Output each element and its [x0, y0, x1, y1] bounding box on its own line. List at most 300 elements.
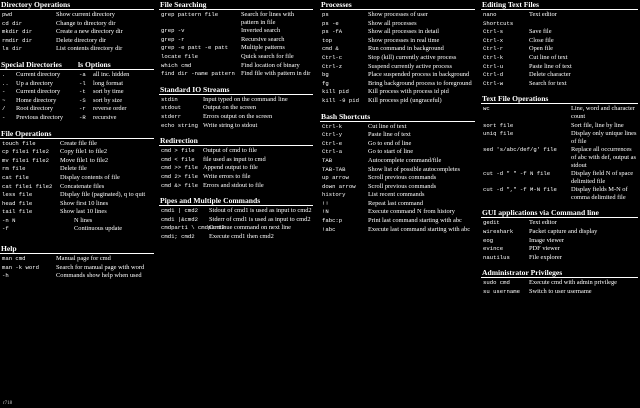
command-description: Go to end of line [368, 139, 412, 147]
command-description: Search for manual page with word [56, 263, 145, 271]
section-text-file-operations [481, 94, 638, 202]
command-description: Save file [529, 28, 552, 36]
command-description: PDF viewer [529, 245, 560, 253]
command-text: cmd &> file [161, 181, 198, 189]
command-description: Continuous update [74, 225, 123, 233]
command-row [77, 97, 154, 106]
command-description: Previous directory [16, 113, 64, 121]
command-description: Show last 10 lines [60, 208, 107, 216]
admin-list [481, 279, 638, 296]
command-text: fabc:p [322, 217, 343, 225]
command-description: Write errors to file [203, 172, 251, 180]
command-text: Ctrl-e [322, 139, 343, 147]
std-io-list [159, 96, 313, 130]
command-text: / [2, 105, 6, 113]
command-description: Create a new directory dir [56, 28, 123, 36]
command-description: Search for lines with pattern in file [241, 11, 295, 26]
command-description: Change to directory dir [56, 19, 116, 27]
command-row [0, 88, 77, 97]
command-description: Scroll previous commands [368, 182, 437, 190]
command-text: down arrow [322, 182, 356, 190]
section-title: Standard IO Streams [159, 85, 313, 95]
command-description: Text editor [529, 219, 557, 227]
command-row [0, 264, 154, 273]
command-description: Bring background process to foreground [368, 79, 472, 87]
command-text: !N [322, 208, 329, 216]
command-row [320, 63, 475, 72]
command-row [481, 170, 638, 186]
command-description: Print last command starting with abc [368, 217, 462, 225]
command-text: uniq file [483, 130, 514, 138]
command-text: cmdpart1 \ cmdpart2 [161, 224, 225, 232]
command-text: Ctrl-x [483, 36, 504, 44]
command-row [0, 11, 154, 20]
command-text: mkdir dir [2, 28, 33, 36]
command-description: Find file with pattern in dir [241, 70, 311, 78]
command-row [0, 45, 154, 54]
command-text: -f [2, 225, 9, 233]
command-description: Show processes of user [368, 11, 428, 18]
command-row [481, 146, 638, 170]
command-description: Kill process pid (ungraceful) [368, 96, 442, 104]
section-admin-privileges [481, 268, 638, 296]
command-row [320, 140, 475, 149]
command-text: rmdir dir [2, 36, 33, 44]
command-description: Output of cmd to file [203, 147, 257, 155]
section-ls-options [77, 60, 154, 123]
command-row [77, 105, 154, 114]
command-text: -n N [2, 216, 16, 224]
command-row [481, 288, 638, 297]
command-row [320, 28, 475, 37]
command-row [159, 224, 313, 233]
section-special-directories [0, 60, 77, 123]
command-description: Output on the screen [203, 104, 257, 112]
command-description: Close file [529, 36, 554, 44]
command-description: Input typed on the command line [203, 95, 288, 103]
command-row [0, 71, 77, 80]
command-text: Ctrl-z [322, 62, 343, 70]
command-description: Text editor [529, 11, 557, 18]
section-title: Text File Operations [481, 94, 638, 104]
command-row [481, 54, 638, 63]
command-text: up arrow [322, 174, 349, 182]
command-description: Append output to file [203, 164, 258, 172]
command-text: -R [79, 113, 86, 121]
command-row [481, 219, 638, 228]
command-description: Errors and stdout to file [203, 181, 264, 189]
command-description: Open file [529, 45, 553, 53]
command-text: cmd1; cmd2 [161, 232, 195, 240]
command-text: Ctrl-u [483, 62, 504, 70]
command-row [320, 183, 475, 192]
command-text: -l [79, 79, 86, 87]
command-row [0, 183, 154, 192]
command-text: -a [79, 70, 86, 78]
column-1 [0, 0, 154, 281]
command-description: List contents directory dir [56, 45, 123, 53]
command-description: Show all processes in detail [368, 28, 439, 36]
section-redirection [159, 136, 313, 190]
command-row [481, 228, 638, 237]
command-row [0, 37, 154, 46]
command-text: - [2, 113, 6, 121]
command-row [0, 114, 77, 123]
command-text: .. [2, 79, 9, 87]
command-description: Sort file, line by line [571, 121, 624, 129]
command-description: reverse order [93, 105, 127, 113]
command-text: wireshark [483, 228, 514, 236]
command-description: Line, word and character count [571, 105, 635, 120]
command-row [481, 237, 638, 246]
command-row [0, 165, 154, 174]
command-text: mv file1 file2 [2, 156, 49, 164]
command-text: ps -e [322, 19, 339, 27]
command-text: stderr [161, 112, 182, 120]
command-text: grep -v [161, 27, 185, 35]
command-row [481, 130, 638, 146]
command-text: sed 's/abc/def/g' file [483, 146, 557, 154]
section-title: Processes [320, 0, 475, 10]
command-row [159, 207, 313, 216]
command-description: Scroll previous commands [368, 174, 437, 182]
command-description: Kill process with process id pid [368, 88, 449, 96]
section-title: Special Directories [0, 60, 77, 70]
command-row [159, 11, 313, 27]
command-description: Paste line of text [529, 62, 572, 70]
text-ops-list [481, 105, 638, 202]
command-text: find dir -name pattern [161, 70, 235, 78]
command-description: Delete directory dir [56, 36, 107, 44]
command-text: evince [483, 245, 504, 253]
special-dirs-list [0, 71, 77, 123]
command-text: sort file [483, 121, 514, 129]
command-description: Stdout of cmd1 is used as input to cmd2 [209, 207, 312, 215]
command-text: - [2, 88, 6, 96]
command-row [481, 71, 638, 80]
section-title: Pipes and Multiple Commands [159, 196, 313, 206]
section-title: File Operations [0, 129, 154, 139]
command-description: Delete character [529, 71, 571, 79]
redirection-list [159, 147, 313, 190]
command-text: -S [79, 96, 86, 104]
command-row [481, 45, 638, 54]
command-description: Go to start of line [368, 148, 414, 156]
section-title: Editing Text Files [481, 0, 638, 10]
command-row [159, 53, 313, 62]
command-text: history [322, 191, 346, 199]
command-row [320, 37, 475, 46]
command-text: cmd < file [161, 155, 195, 163]
command-row [77, 114, 154, 123]
command-row [481, 63, 638, 72]
command-row [0, 105, 77, 114]
section-editing-text-files [481, 0, 638, 88]
command-text: man cmd [2, 255, 26, 263]
command-row [0, 208, 154, 217]
command-text: Ctrl-r [483, 45, 504, 53]
command-text: !abc [322, 225, 336, 233]
command-text: pwd [2, 11, 13, 18]
command-text: grep -r [161, 35, 185, 43]
section-title: Administrator Privileges [481, 268, 638, 278]
command-description: Run command in background [368, 45, 444, 53]
command-row [320, 80, 475, 89]
section-pipes [159, 196, 313, 241]
command-text: su username [483, 288, 520, 296]
command-description: List recent commands [368, 191, 425, 199]
command-description: File explorer [529, 253, 562, 261]
command-row [320, 71, 475, 80]
command-row [159, 156, 313, 165]
column-3 [320, 0, 475, 234]
ls-options-list [77, 71, 154, 123]
command-row [320, 131, 475, 140]
command-row [0, 28, 154, 37]
pipes-list [159, 207, 313, 241]
command-row [0, 148, 154, 157]
command-row [159, 44, 313, 53]
footer-label: r718 [3, 401, 13, 406]
processes-list [320, 11, 475, 106]
command-description: Show first 10 lines [60, 199, 109, 207]
command-row [159, 182, 313, 191]
command-text: which cmd [161, 61, 192, 69]
command-description: Concatenate files [60, 182, 105, 190]
section-title: GUI applications via Command line [481, 208, 638, 218]
command-text: Ctrl-y [322, 131, 343, 139]
command-text: grep pattern file [161, 11, 219, 18]
command-text: grep -e patt -e patt [161, 44, 229, 52]
command-description: Cut line of text [368, 122, 407, 130]
command-row [320, 123, 475, 132]
command-text: rm file [2, 165, 26, 173]
command-row [159, 233, 313, 242]
command-text: nano [483, 11, 497, 18]
command-text: cat file1 file2 [2, 182, 53, 190]
command-description: Image viewer [529, 236, 564, 244]
column-4 [481, 0, 638, 297]
section-standard-io [159, 85, 313, 130]
command-row [0, 255, 154, 264]
command-row [0, 225, 154, 234]
command-text: . [2, 70, 6, 78]
command-text: top [322, 36, 333, 44]
command-row [0, 272, 154, 281]
command-description: Stderr of cmd1 is used as input to cmd2 [209, 215, 311, 223]
command-text: kill pid [322, 88, 349, 96]
command-row [320, 208, 475, 217]
editing-list [481, 11, 638, 88]
command-description: Execute cmd with admin privilege [529, 279, 618, 287]
command-text: -h [2, 272, 9, 280]
command-text: cut -d "," -f M-N file [483, 186, 557, 194]
command-row [0, 157, 154, 166]
command-row [159, 164, 313, 173]
command-text: stdin [161, 95, 178, 103]
command-description: Current directory [16, 88, 61, 96]
command-description: all inc. hidden [93, 70, 130, 78]
command-row [0, 80, 77, 89]
command-row [159, 104, 313, 113]
command-row [481, 28, 638, 37]
command-text: -t [79, 88, 86, 96]
command-description: Show all processes [368, 19, 417, 27]
command-description: Show list of possible autocompletes [368, 165, 460, 173]
command-description: Display file (paginated), q to quit [60, 191, 146, 199]
command-text: cut -d " " -f N file [483, 170, 551, 178]
command-description: Commands show help when used [56, 272, 142, 280]
command-text: cmd 2> file [161, 172, 198, 180]
command-row [320, 20, 475, 29]
command-description: Errors output on the screen [203, 112, 273, 120]
command-description: Recursive search [241, 35, 285, 43]
command-description: Switch to user username [529, 288, 592, 296]
command-text: wc [483, 105, 490, 113]
command-text: TAB [322, 156, 333, 164]
section-title: Directory Operations [0, 0, 154, 10]
command-text: Ctrl-w [483, 79, 504, 87]
command-row [159, 27, 313, 36]
command-text: ps -fA [322, 28, 343, 36]
command-row [0, 174, 154, 183]
command-row [481, 80, 638, 89]
command-row [481, 186, 638, 202]
command-text: kill -9 pid [322, 96, 359, 104]
command-description: sort by time [93, 88, 124, 96]
command-description: Copy file1 to file2 [60, 148, 108, 156]
command-row [0, 140, 154, 149]
command-row [481, 254, 638, 263]
command-text: cmd >> file [161, 164, 198, 172]
file-ops-list [0, 140, 154, 217]
command-row [159, 173, 313, 182]
command-description: Autocomplete command/file [368, 156, 442, 164]
command-description: Execute command N from history [368, 208, 455, 216]
command-text: head file [2, 199, 33, 207]
command-description: Display contents of file [60, 173, 120, 181]
command-description: Delete file [60, 165, 87, 173]
command-description: Stop (kill) currently active process [368, 53, 457, 61]
command-description: Replace all occurrences of abc with def, output as stdout [571, 146, 636, 169]
tail-options-list [0, 217, 154, 234]
command-description: Root directory [16, 105, 54, 113]
section-file-searching [159, 0, 313, 79]
command-row [159, 70, 313, 79]
command-row [159, 36, 313, 45]
command-text: Ctrl-k [483, 53, 504, 61]
command-row [159, 96, 313, 105]
command-row [0, 20, 154, 29]
command-text: echo string [161, 121, 198, 129]
command-row [481, 37, 638, 46]
command-description: Cut line of text [529, 53, 568, 61]
command-text: cmd > file [161, 147, 195, 155]
command-text: locate file [161, 52, 198, 60]
section-title: Redirection [159, 136, 313, 146]
command-row [320, 217, 475, 226]
command-row [320, 166, 475, 175]
section-directory-operations [0, 0, 154, 54]
command-description: Find location of binary [241, 61, 300, 69]
command-description: file used as input to cmd [203, 155, 266, 163]
section-file-operations [0, 129, 154, 235]
command-row [481, 245, 638, 254]
command-description: Current directory [16, 70, 61, 78]
command-description: recursive [93, 113, 117, 121]
command-text: !! [322, 199, 329, 207]
command-row [320, 11, 475, 20]
command-description: Continue command on next line [209, 224, 291, 232]
command-description: Manual page for cmd [56, 255, 111, 263]
command-text: cp file1 file2 [2, 148, 49, 156]
command-description: Packet capture and display [529, 228, 598, 236]
command-text: man -k word [2, 263, 39, 271]
command-text: sudo cmd [483, 279, 510, 287]
command-text: Shortcuts [483, 19, 514, 27]
command-description: Suspend currently active process [368, 62, 452, 70]
section-bash-shortcuts [320, 112, 475, 235]
special-and-ls [0, 60, 154, 123]
command-row [0, 217, 154, 226]
command-row [481, 11, 638, 20]
command-description: Multiple patterns [241, 44, 285, 52]
command-text: ps [322, 11, 329, 18]
command-text: less file [2, 191, 33, 199]
command-description: Display fields M-N of comma delimited file [571, 186, 628, 201]
command-description: Up a directory [16, 79, 53, 87]
command-text: Ctrl-s [483, 28, 504, 36]
command-row [320, 191, 475, 200]
command-text: ~ [2, 96, 6, 104]
command-description: Paste line of text [368, 131, 411, 139]
command-description: Search for text [529, 79, 567, 87]
command-description: Quick search for file [241, 52, 294, 60]
bash-list [320, 123, 475, 235]
command-description: Show current directory [56, 11, 115, 18]
command-row [320, 54, 475, 63]
section-title: Help [0, 244, 154, 254]
command-row [481, 122, 638, 131]
section-title: File Searching [159, 0, 313, 10]
command-row [77, 71, 154, 80]
command-description: Execute last command starting with abc [368, 225, 471, 233]
command-row [77, 88, 154, 97]
command-row [481, 105, 638, 121]
column-2 [159, 0, 313, 241]
command-row [320, 97, 475, 106]
command-row [0, 97, 77, 106]
command-row [0, 191, 154, 200]
command-text: fg [322, 79, 329, 87]
command-row [159, 216, 313, 225]
command-text: stdout [161, 104, 182, 112]
help-list [0, 255, 154, 281]
command-description: Execute cmd1 then cmd2 [209, 232, 274, 240]
command-description: Home directory [16, 96, 57, 104]
command-text: cd dir [2, 19, 23, 27]
command-description: Repeat last command [368, 199, 424, 207]
command-text: cmd & [322, 45, 339, 53]
gui-list [481, 219, 638, 262]
command-text: Ctrl-c [322, 53, 343, 61]
command-description: Write string to stdout [203, 121, 258, 129]
command-text: tail file [2, 208, 33, 216]
command-text: -r [79, 105, 86, 113]
command-row [0, 200, 154, 209]
command-description: Show processes in real time [368, 36, 440, 44]
command-text: cmd1 |&cmd2 [161, 215, 198, 223]
